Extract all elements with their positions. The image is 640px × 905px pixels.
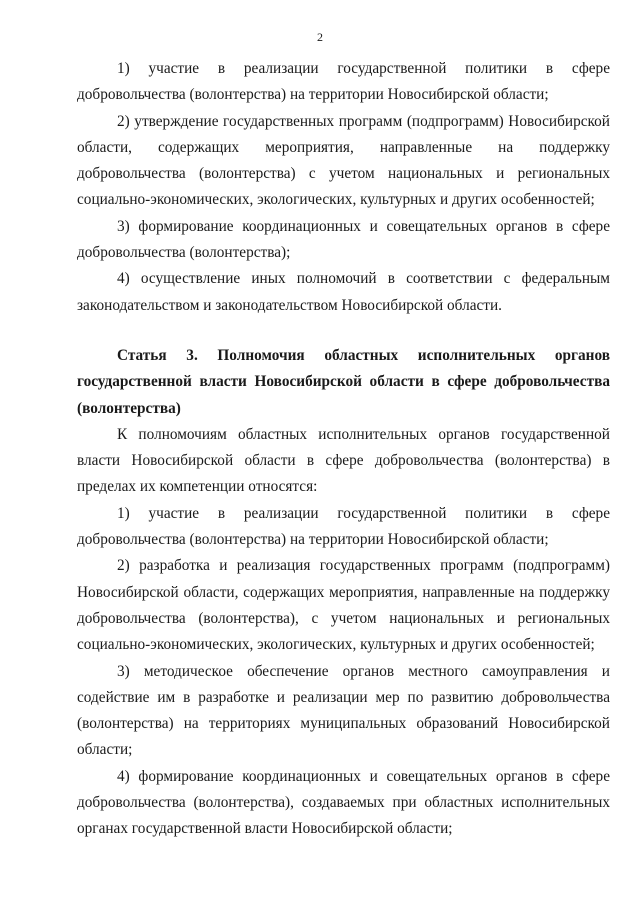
article-intro: К полномочиям областных исполнительных органов государственной власти Новосибирской области в сфере добровольчества (волонтерства) в пределах их компетенции относятся: <box>77 425 610 496</box>
page-number: 2 <box>317 30 323 44</box>
article-item-4: 4) формирование координационных и совещательных органов в сфере добровольчества (волонтерства), создаваемых при областных исполнительных органах государственной власти Новосибирской области; <box>77 767 610 838</box>
article-heading: Статья 3. Полномочия областных исполнительных органов государственной власти Новосибирской области в сфере добровольчества (волонтерства) <box>77 346 610 417</box>
article-item-3: 3) методическое обеспечение органов местного самоуправления и содействие им в разработке и реализации мер по развитию добровольчества (волонтерства) на территориях муниципальных образований Новосибирской области; <box>77 662 610 759</box>
document-body <box>77 56 610 843</box>
paragraph-item-1: 1) участие в реализации государственной политики в сфере добровольчества (волонтерства) на территории Новосибирской области; <box>77 60 610 104</box>
article-item-1: 1) участие в реализации государственной политики в сфере добровольчества (волонтерства) на территории Новосибирской области; <box>77 504 610 549</box>
paragraph-item-2: 2) утверждение государственных программ (подпрограмм) Новосибирской области, содержащих мероприятия, направленные на поддержку добровольчества (волонтерства) с учетом национальных и региональных социально-экономических, экологических, культурных и других особенностей; <box>77 112 610 209</box>
paragraph-item-3: 3) формирование координационных и совещательных органов в сфере добровольчества (волонтерства); <box>77 217 610 262</box>
article-item-2: 2) разработка и реализация государственных программ (подпрограмм) Новосибирской области, содержащих мероприятия, направленные на поддержку добровольчества (волонтерства), с учетом национальных и региональных социально-экономических, экологических, культурных и других особенностей; <box>77 557 610 654</box>
paragraph-item-4: 4) осуществление иных полномочий в соответствии с федеральным законодательством и законодательством Новосибирской области. <box>77 270 610 314</box>
